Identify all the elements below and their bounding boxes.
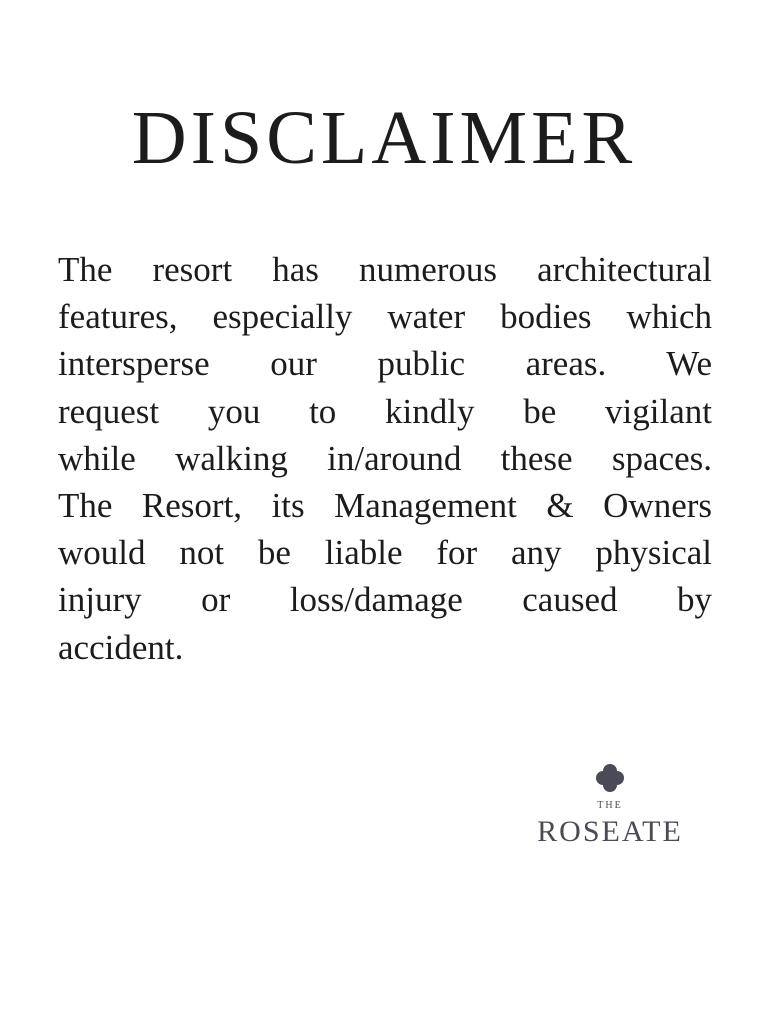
page-title: DISCLAIMER	[131, 96, 637, 180]
disclaimer-line: The resort has numerous architectural	[58, 250, 712, 289]
disclaimer-text	[58, 246, 712, 671]
disclaimer-line: accident.	[58, 627, 184, 667]
disclaimer-line: The Resort, its Management & Owners	[58, 486, 712, 526]
disclaimer-line: injury or loss/damage caused by	[58, 580, 712, 620]
quatrefoil-icon	[594, 762, 626, 794]
disclaimer-line: would not be liable for any physical	[58, 533, 712, 573]
disclaimer-line: request you to kindly be vigilant	[58, 391, 712, 431]
logo-brand-name: ROSEATE	[537, 815, 683, 848]
disclaimer-line: intersperse our public areas. We	[58, 344, 712, 384]
logo-the-text: THE	[597, 800, 623, 811]
roseate-logo	[510, 762, 710, 850]
disclaimer-line: features, especially water bodies which	[58, 297, 712, 337]
disclaimer-line: while walking in/around these spaces.	[58, 438, 712, 478]
